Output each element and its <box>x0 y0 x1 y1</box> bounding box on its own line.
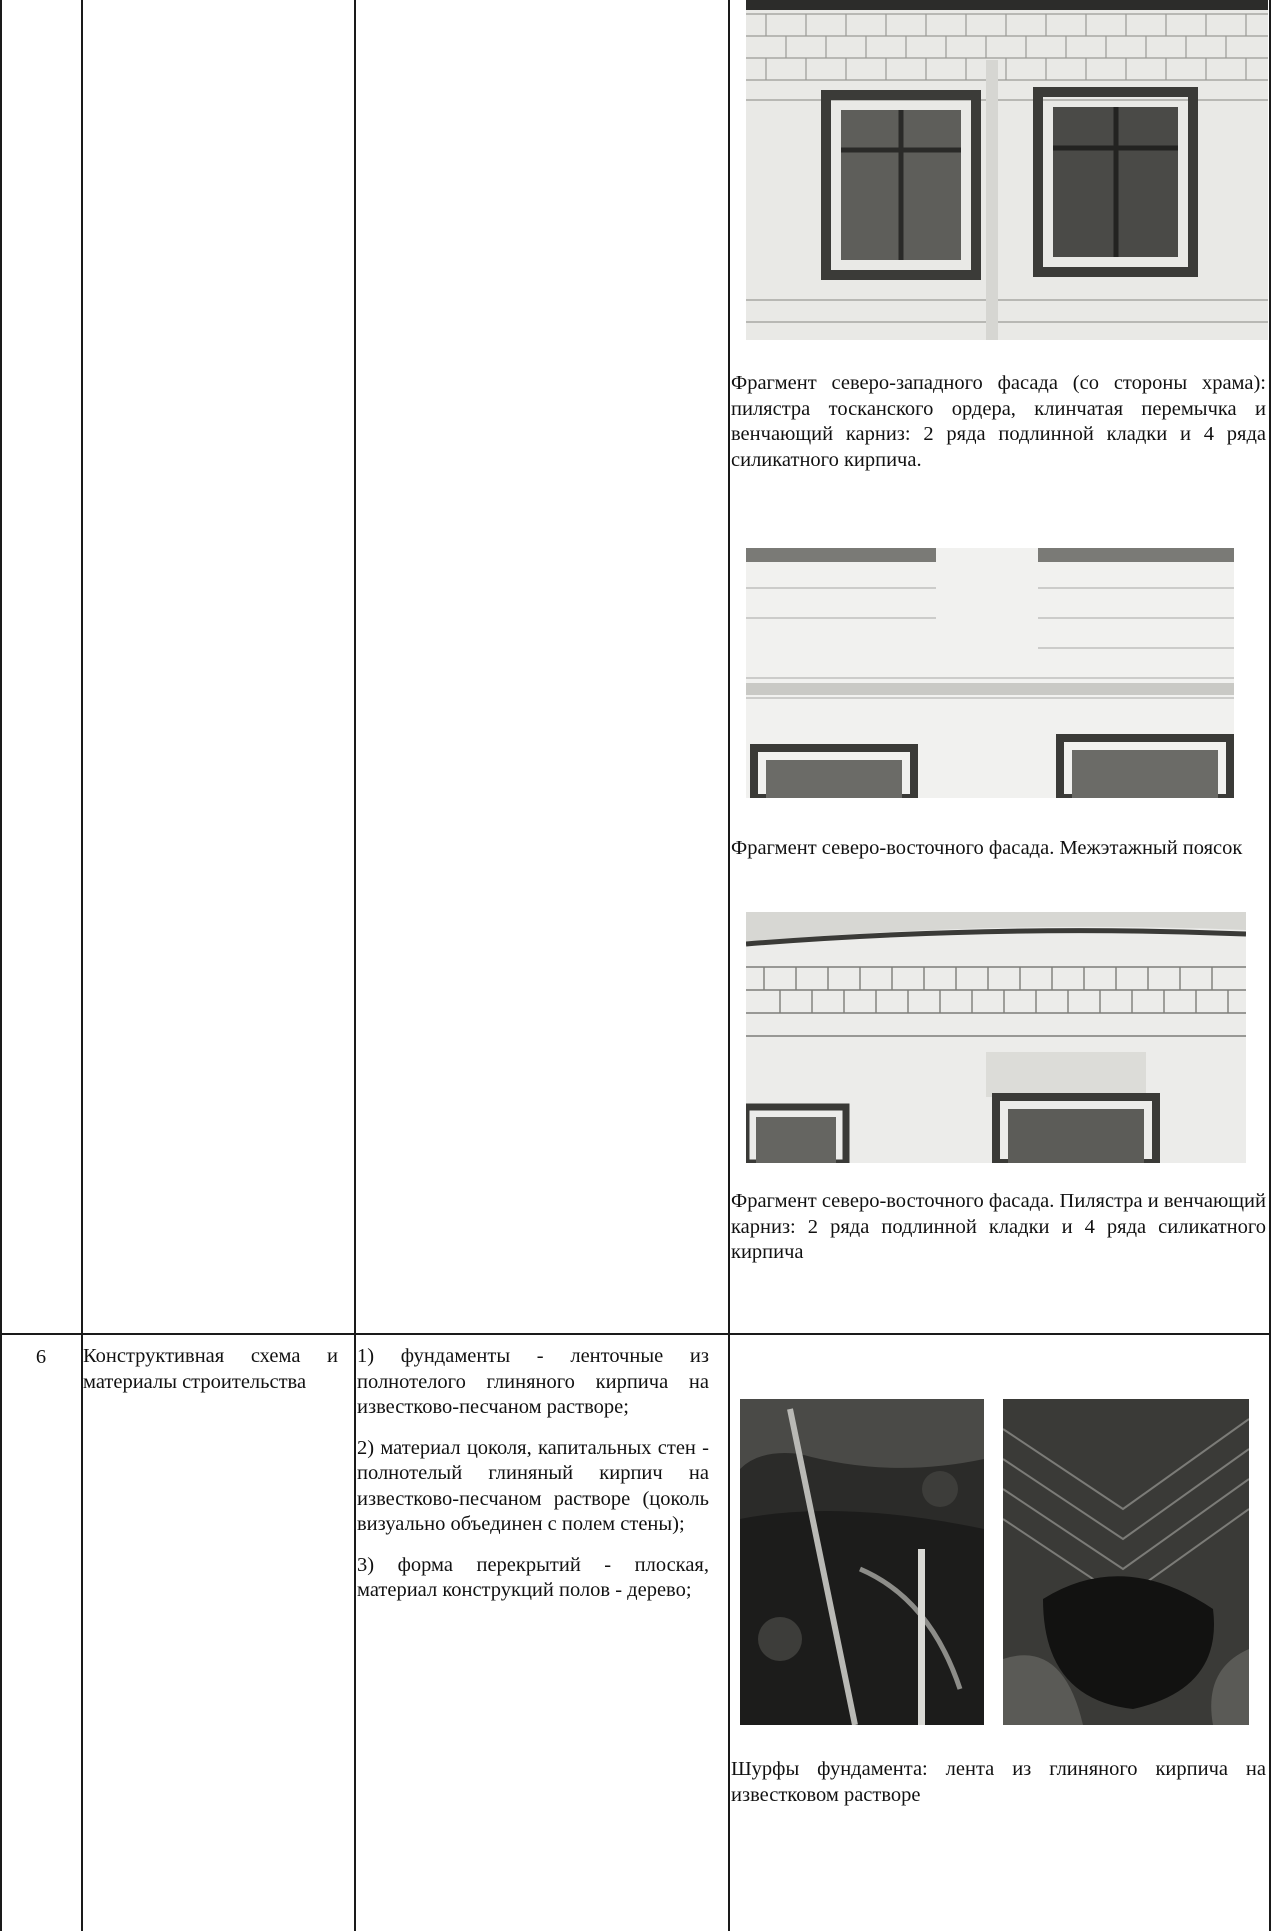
row-number: 6 <box>35 1346 47 1368</box>
description-list <box>357 1344 709 1619</box>
column-divider-1 <box>81 0 83 1931</box>
description-item: 3) форма перекрытий - плоская, материал конструкций полов - дерево; <box>357 1553 709 1601</box>
northeast-belt-photo <box>746 548 1234 798</box>
foundation-pits-caption: Шурфы фундамента: лента из глиняного кирпича на известковом растворе <box>731 1758 1266 1806</box>
northwest-facade-photo <box>746 0 1268 340</box>
foundation-pit-photo-right <box>1003 1399 1249 1725</box>
northeast-cornice-photo <box>746 912 1246 1163</box>
foundation-pit-photo-left <box>740 1399 984 1725</box>
row-title: Конструктивная схема и материалы строительства <box>83 1345 338 1393</box>
column-divider-3 <box>728 0 730 1931</box>
northeast-belt-caption: Фрагмент северо-восточного фасада. Межэтажный поясок <box>731 837 1243 859</box>
column-divider-2 <box>354 0 356 1931</box>
description-item: 2) материал цоколя, капитальных стен - полнотелый глиняный кирпич на известково-песчаном растворе (цоколь визуально объединен с полем стены); <box>357 1436 709 1535</box>
description-item: 1) фундаменты - ленточные из полнотелого глиняного кирпича на известково-песчаном растворе; <box>357 1345 709 1418</box>
table-border-right <box>1269 0 1271 1931</box>
northwest-facade-caption: Фрагмент северо-западного фасада (со стороны храма): пилястра тосканского ордера, клинчатая перемычка и венчающий карниз: 2 ряда подлинной кладки и 4 ряда силикатного кирпича. <box>731 372 1266 471</box>
table-border-left <box>0 0 2 1931</box>
northeast-cornice-caption: Фрагмент северо-восточного фасада. Пилястра и венчающий карниз: 2 ряда подлинной кладки и 4 ряда силикатного кирпича <box>731 1190 1266 1263</box>
row-divider <box>0 1333 1271 1335</box>
